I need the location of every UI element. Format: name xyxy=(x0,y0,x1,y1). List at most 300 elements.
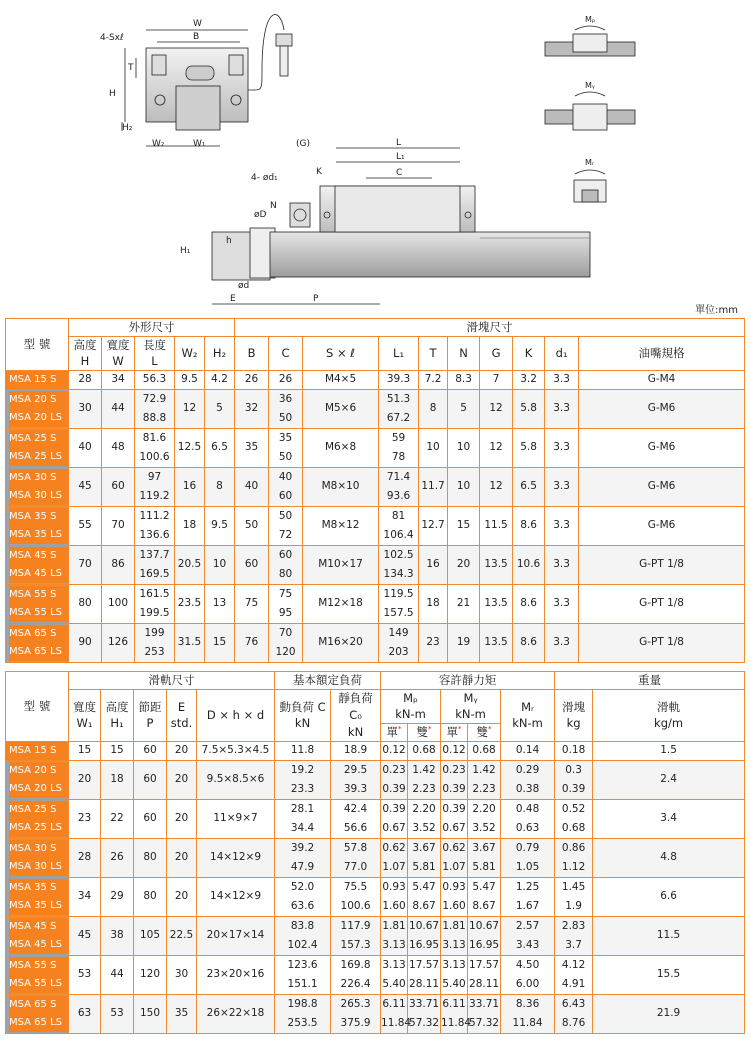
cell-C-line: 19.2 xyxy=(290,763,315,776)
cell-MP-single-line: 6.11 xyxy=(382,997,406,1010)
cell-G: 12 xyxy=(480,390,513,429)
cell-MY-double xyxy=(468,877,501,916)
cell-MP-double xyxy=(408,994,441,1033)
cell-C0-line: 169.8 xyxy=(340,958,371,971)
cell-oil: G-PT 1/8 xyxy=(579,585,745,624)
header-col-3: W₂ xyxy=(175,336,205,370)
model-name: MSA 35 LS xyxy=(9,897,68,915)
moment-icons xyxy=(545,26,635,202)
cell-C0-line: 157.3 xyxy=(340,938,371,951)
model-cell xyxy=(6,741,69,760)
cell-MR xyxy=(501,916,555,955)
cell-B: 75 xyxy=(235,585,269,624)
model-cell xyxy=(6,507,69,546)
cell-W1: 23 xyxy=(69,799,101,838)
label-h: h xyxy=(226,236,232,246)
cell-W2: 12.5 xyxy=(175,429,205,468)
cell-K: 5.8 xyxy=(513,429,545,468)
model-name: MSA 30 LS xyxy=(9,487,68,505)
cell-MR-line: 1.05 xyxy=(515,860,540,873)
cell-MP-double-line: 3.52 xyxy=(412,821,436,834)
table-row xyxy=(6,916,745,955)
header-single-double-0 xyxy=(381,724,408,742)
cell-C-line: 50 xyxy=(278,412,293,425)
cell-weight-block-line: 2.83 xyxy=(561,919,586,932)
model-name: MSA 25 LS xyxy=(9,448,68,466)
header-rail-3: E std. xyxy=(167,689,197,741)
table-row xyxy=(6,799,745,838)
cell-T: 23 xyxy=(419,624,448,663)
cell-L xyxy=(135,546,175,585)
cell-G: 13.5 xyxy=(480,546,513,585)
cell-MY-double xyxy=(468,838,501,877)
cell-B: 40 xyxy=(235,468,269,507)
cell-MY-single-line: 3.13 xyxy=(442,958,466,971)
cell-weight-rail: 3.4 xyxy=(593,799,745,838)
cell-L1-line: 102.5 xyxy=(383,549,414,562)
cell-MP-single-line: 1.07 xyxy=(382,860,406,873)
label-K: K xyxy=(316,167,322,177)
cell-weight-block xyxy=(555,877,593,916)
cell-H: 40 xyxy=(69,429,102,468)
cell-T: 18 xyxy=(419,585,448,624)
label-MY: Mᵧ xyxy=(585,81,595,90)
cell-H: 28 xyxy=(69,371,102,390)
cell-B: 32 xyxy=(235,390,269,429)
table-row xyxy=(6,429,745,468)
cell-K: 10.6 xyxy=(513,546,545,585)
model-cell xyxy=(6,468,69,507)
cell-W2: 23.5 xyxy=(175,585,205,624)
cell-MP-double-line: 2.23 xyxy=(412,782,436,795)
table-row xyxy=(6,838,745,877)
table-row xyxy=(6,760,745,799)
model-name: MSA 30 S xyxy=(9,840,68,858)
cell-weight-rail: 11.5 xyxy=(593,916,745,955)
cell-C0-line: 77.0 xyxy=(343,860,368,873)
cell-MP-single-line: 3.13 xyxy=(382,938,406,951)
cell-L-line: 111.2 xyxy=(139,510,170,523)
cell-weight-block-line: 0.68 xyxy=(561,821,586,834)
front-view xyxy=(122,15,292,146)
cell-Dhd: 20×17×14 xyxy=(197,916,275,955)
cell-C-line: 23.3 xyxy=(290,782,315,795)
model-name: MSA 35 S xyxy=(9,508,68,526)
cell-W1: 45 xyxy=(69,916,101,955)
cell-C-line: 83.8 xyxy=(290,919,315,932)
cell-G: 13.5 xyxy=(480,585,513,624)
cell-H2: 6.5 xyxy=(205,429,235,468)
cell-H2: 9.5 xyxy=(205,507,235,546)
cell-N: 8.3 xyxy=(448,371,480,390)
cell-MY-single-line: 0.67 xyxy=(442,821,466,834)
cell-W: 86 xyxy=(102,546,135,585)
cell-MY-double-line: 2.23 xyxy=(472,782,496,795)
cell-Dhd: 23×20×16 xyxy=(197,955,275,994)
single-double-label: 單 xyxy=(386,725,399,740)
single-double-label: 雙 xyxy=(416,725,429,740)
cell-MP-double-line: 5.47 xyxy=(412,880,436,893)
cell-MP-single xyxy=(381,838,408,877)
cell-C-line: 39.2 xyxy=(290,841,315,854)
header-model: 型 號 xyxy=(6,319,69,371)
header-moment-MP: Mₚ kN-m xyxy=(381,689,441,723)
cell-weight-block-line: 1.12 xyxy=(561,860,586,873)
label-L: L xyxy=(396,138,402,148)
cell-C-line: 63.6 xyxy=(290,899,315,912)
cell-MP-double-line: 8.67 xyxy=(412,899,436,912)
cell-oil: G-M6 xyxy=(579,507,745,546)
cell-MP-single xyxy=(381,877,408,916)
header-moment-MR: Mᵣ kN-m xyxy=(501,689,555,741)
label-H1: H₁ xyxy=(180,246,191,256)
label-H: H xyxy=(109,89,116,99)
cell-MP-double-line: 10.67 xyxy=(409,919,440,932)
cell-C xyxy=(275,955,331,994)
cell-MY-single-line: 0.93 xyxy=(442,880,466,893)
cell-C-line: 70 xyxy=(278,627,293,640)
label-MP: Mₚ xyxy=(585,15,596,24)
model-name: MSA 55 S xyxy=(9,586,68,604)
cell-Dhd: 14×12×9 xyxy=(197,877,275,916)
cell-MR-line: 4.50 xyxy=(515,958,540,971)
table-row xyxy=(6,507,745,546)
cell-C0: 18.9 xyxy=(331,741,381,760)
label-W2: W₂ xyxy=(152,139,165,149)
cell-L xyxy=(135,624,175,663)
label-B: B xyxy=(193,32,200,42)
cell-MY-single-line: 0.23 xyxy=(442,763,466,776)
label-d1: 4- ød₁ xyxy=(251,173,278,183)
cell-L1-line: 51.3 xyxy=(386,393,411,406)
cell-C0-line: 226.4 xyxy=(340,977,371,990)
model-name: MSA 30 S xyxy=(9,469,68,487)
cell-MY-double-line: 5.47 xyxy=(472,880,496,893)
cell-MY-double-line: 1.42 xyxy=(472,763,496,776)
cell-C xyxy=(269,390,303,429)
header-weight-1: 滑軌 kg/m xyxy=(593,689,745,741)
cell-MR-line: 0.48 xyxy=(515,802,540,815)
cell-E: 20 xyxy=(167,741,197,760)
cell-W: 126 xyxy=(102,624,135,663)
cell-H: 70 xyxy=(69,546,102,585)
cell-L xyxy=(135,585,175,624)
cell-H1: 38 xyxy=(101,916,134,955)
cell-MR: 0.14 xyxy=(501,741,555,760)
model-cell xyxy=(6,955,69,994)
cell-L-line: 199 xyxy=(144,627,165,640)
cell-MP-single-line: 3.13 xyxy=(382,958,406,971)
cell-Dhd: 14×12×9 xyxy=(197,838,275,877)
header-single-double-3 xyxy=(468,724,501,742)
star-mark: * xyxy=(398,725,402,734)
cell-S: M12×18 xyxy=(303,585,379,624)
header-rail-group: 滑軌尺寸 xyxy=(69,672,275,690)
cell-C0 xyxy=(331,916,381,955)
label-N: N xyxy=(270,201,277,211)
cell-MY-single-line: 3.13 xyxy=(442,938,466,951)
cell-d1: 3.3 xyxy=(545,390,579,429)
cell-MP-double-line: 1.42 xyxy=(412,763,436,776)
cell-C-line: 120 xyxy=(275,646,296,659)
cell-H1: 26 xyxy=(101,838,134,877)
cell-K: 8.6 xyxy=(513,585,545,624)
model-name: MSA 25 S xyxy=(9,801,68,819)
header-weight-group: 重量 xyxy=(555,672,745,690)
cell-MY-double: 0.68 xyxy=(468,741,501,760)
rail-load-table xyxy=(5,671,745,1034)
cell-B: 35 xyxy=(235,429,269,468)
cell-MY-single: 0.12 xyxy=(441,741,468,760)
cell-C0-line: 265.3 xyxy=(340,997,371,1010)
cell-L1-line: 203 xyxy=(388,646,409,659)
cell-W: 48 xyxy=(102,429,135,468)
cell-Dhd: 26×22×18 xyxy=(197,994,275,1033)
cell-MY-double-line: 3.67 xyxy=(472,841,496,854)
cell-MP-single-line: 0.23 xyxy=(382,763,406,776)
model-cell xyxy=(6,877,69,916)
cell-MP-single xyxy=(381,799,408,838)
cell-L-line: 97 xyxy=(147,471,162,484)
cell-H: 45 xyxy=(69,468,102,507)
cell-N: 15 xyxy=(448,507,480,546)
table-row xyxy=(6,741,745,760)
model-name: MSA 65 S xyxy=(9,625,68,643)
cell-L-line: 100.6 xyxy=(139,451,170,464)
cell-C0 xyxy=(331,799,381,838)
cell-H1: 18 xyxy=(101,760,134,799)
cell-L1-line: 81 xyxy=(391,510,406,523)
cell-MY-double xyxy=(468,994,501,1033)
cell-MY-double xyxy=(468,916,501,955)
cell-H1: 53 xyxy=(101,994,134,1033)
cell-L1-line: 67.2 xyxy=(386,412,411,425)
cell-MP-single-line: 5.40 xyxy=(382,977,406,990)
cell-C xyxy=(275,838,331,877)
cell-MP-double xyxy=(408,838,441,877)
cell-weight-rail: 1.5 xyxy=(593,741,745,760)
cell-L-line: 161.5 xyxy=(139,588,170,601)
block-dimension-table xyxy=(5,318,745,663)
header-col-4: H₂ xyxy=(205,336,235,370)
cell-L: 56.3 xyxy=(135,371,175,390)
cell-C-line: 75 xyxy=(278,588,293,601)
cell-P: 105 xyxy=(134,916,167,955)
cell-L1-line: 71.4 xyxy=(386,471,411,484)
cell-d1: 3.3 xyxy=(545,624,579,663)
model-name: MSA 15 S xyxy=(9,374,57,386)
table-row xyxy=(6,546,745,585)
cell-MP-single-line: 0.67 xyxy=(382,821,406,834)
cell-N: 5 xyxy=(448,390,480,429)
cell-H1: 22 xyxy=(101,799,134,838)
cell-MY-double-line: 28.11 xyxy=(469,977,500,990)
model-name: MSA 20 LS xyxy=(9,780,68,798)
cell-MR xyxy=(501,799,555,838)
cell-L-line: 253 xyxy=(144,646,165,659)
cell-weight-block: 0.18 xyxy=(555,741,593,760)
cell-MY-double-line: 8.67 xyxy=(472,899,496,912)
cell-T: 16 xyxy=(419,546,448,585)
header-moment-group: 容許靜力矩 xyxy=(381,672,555,690)
model-name: MSA 55 LS xyxy=(9,604,68,622)
header-col-7: S × ℓ xyxy=(303,336,379,370)
cell-MY-single-line: 5.40 xyxy=(442,977,466,990)
cell-W: 34 xyxy=(102,371,135,390)
cell-S: M4×5 xyxy=(303,371,379,390)
cell-L1 xyxy=(379,585,419,624)
model-name: MSA 35 LS xyxy=(9,526,68,544)
cell-L1-line: 119.5 xyxy=(383,588,414,601)
cell-N: 10 xyxy=(448,468,480,507)
cell-T: 8 xyxy=(419,390,448,429)
cell-L1-line: 106.4 xyxy=(383,529,414,542)
cell-S: M8×10 xyxy=(303,468,379,507)
model-name: MSA 45 LS xyxy=(9,936,68,954)
table-row xyxy=(6,390,745,429)
cell-weight-block xyxy=(555,994,593,1033)
cell-d1: 3.3 xyxy=(545,585,579,624)
model-cell xyxy=(6,760,69,799)
table-row xyxy=(6,468,745,507)
model-name: MSA 55 S xyxy=(9,957,68,975)
label-d: ød xyxy=(238,281,250,291)
cell-C xyxy=(269,546,303,585)
cell-E: 20 xyxy=(167,760,197,799)
header-col-5: B xyxy=(235,336,269,370)
star-mark: * xyxy=(458,725,462,734)
label-E: E xyxy=(230,294,236,304)
cell-MP-double-line: 33.71 xyxy=(409,997,440,1010)
cell-weight-block xyxy=(555,838,593,877)
model-name: MSA 15 S xyxy=(9,744,57,756)
cell-C xyxy=(275,760,331,799)
header-weight-0: 滑塊 kg xyxy=(555,689,593,741)
cell-T: 10 xyxy=(419,429,448,468)
cell-C-line: 40 xyxy=(278,471,293,484)
cell-P: 80 xyxy=(134,877,167,916)
cell-Dhd: 9.5×8.5×6 xyxy=(197,760,275,799)
cell-MP-double xyxy=(408,799,441,838)
model-name: MSA 20 S xyxy=(9,762,68,780)
label-W: W xyxy=(193,19,202,29)
cell-G: 12 xyxy=(480,468,513,507)
cell-N: 10 xyxy=(448,429,480,468)
cell-MY-single-line: 11.84 xyxy=(441,1016,472,1029)
model-name: MSA 55 LS xyxy=(9,975,68,993)
cell-MP-single-line: 0.39 xyxy=(382,782,406,795)
cell-MP-double xyxy=(408,877,441,916)
cell-C-line: 47.9 xyxy=(290,860,315,873)
header-rail-0: 寬度 W₁ xyxy=(69,689,101,741)
cell-MP-single xyxy=(381,955,408,994)
cell-L xyxy=(135,390,175,429)
cell-weight-block-line: 6.43 xyxy=(561,997,586,1010)
cell-MP-single-line: 0.62 xyxy=(382,841,406,854)
cell-C-line: 36 xyxy=(278,393,293,406)
table-row xyxy=(6,877,745,916)
cell-E: 30 xyxy=(167,955,197,994)
label-H2: H₂ xyxy=(122,123,133,133)
header-col-13: d₁ xyxy=(545,336,579,370)
cell-L1 xyxy=(379,390,419,429)
header-col-1: 寬度 W xyxy=(102,336,135,370)
model-name: MSA 45 S xyxy=(9,547,68,565)
cell-MP-single xyxy=(381,760,408,799)
cell-K: 5.8 xyxy=(513,390,545,429)
cell-L-line: 88.8 xyxy=(142,412,167,425)
cell-H1: 15 xyxy=(101,741,134,760)
table-row xyxy=(6,624,745,663)
cell-MY-double-line: 2.20 xyxy=(472,802,496,815)
cell-B: 50 xyxy=(235,507,269,546)
cell-C xyxy=(269,585,303,624)
cell-W1: 20 xyxy=(69,760,101,799)
header-model: 型 號 xyxy=(6,672,69,742)
cell-MR-line: 0.29 xyxy=(515,763,540,776)
label-G: (G) xyxy=(296,139,310,149)
cell-MR-line: 0.79 xyxy=(515,841,540,854)
cell-oil: G-PT 1/8 xyxy=(579,624,745,663)
cell-MR-line: 2.57 xyxy=(515,919,540,932)
cell-MP-single-line: 0.39 xyxy=(382,802,406,815)
cell-MY-single xyxy=(441,760,468,799)
label-C: C xyxy=(396,168,403,178)
model-cell xyxy=(6,390,69,429)
cell-E: 20 xyxy=(167,799,197,838)
model-name: MSA 25 S xyxy=(9,430,68,448)
cell-E: 35 xyxy=(167,994,197,1033)
cell-C0-line: 42.4 xyxy=(343,802,368,815)
cell-B: 60 xyxy=(235,546,269,585)
table-row xyxy=(6,585,745,624)
cell-MR-line: 8.36 xyxy=(515,997,540,1010)
cell-G: 11.5 xyxy=(480,507,513,546)
cell-C0-line: 39.3 xyxy=(343,782,368,795)
cell-MY-single xyxy=(441,799,468,838)
cell-MY-double-line: 57.32 xyxy=(469,1016,500,1029)
cell-C-line: 72 xyxy=(278,529,293,542)
cell-MY-single-line: 1.81 xyxy=(442,919,466,932)
cell-H: 90 xyxy=(69,624,102,663)
cell-N: 21 xyxy=(448,585,480,624)
model-name: MSA 65 S xyxy=(9,996,68,1014)
cell-weight-block xyxy=(555,760,593,799)
cell-MP-single xyxy=(381,916,408,955)
cell-MP-double-line: 5.81 xyxy=(412,860,436,873)
single-double-label: 單 xyxy=(446,725,459,740)
cell-C-line: 102.4 xyxy=(287,938,318,951)
cell-T: 11.7 xyxy=(419,468,448,507)
cell-G: 7 xyxy=(480,371,513,390)
cell-L-line: 137.7 xyxy=(139,549,170,562)
header-single-double-1 xyxy=(408,724,441,742)
cell-E: 20 xyxy=(167,877,197,916)
label-P: P xyxy=(313,294,319,304)
label-T: T xyxy=(128,63,134,73)
cell-MP-double-line: 28.11 xyxy=(409,977,440,990)
cell-S: M10×17 xyxy=(303,546,379,585)
header-col-14: 油嘴規格 xyxy=(579,336,745,370)
cell-P: 60 xyxy=(134,741,167,760)
cell-L1 xyxy=(379,507,419,546)
model-name: MSA 25 LS xyxy=(9,819,68,837)
cell-MY-single xyxy=(441,838,468,877)
table-row xyxy=(6,994,745,1033)
model-cell xyxy=(6,994,69,1033)
cell-C0 xyxy=(331,877,381,916)
cell-oil: G-M6 xyxy=(579,390,745,429)
